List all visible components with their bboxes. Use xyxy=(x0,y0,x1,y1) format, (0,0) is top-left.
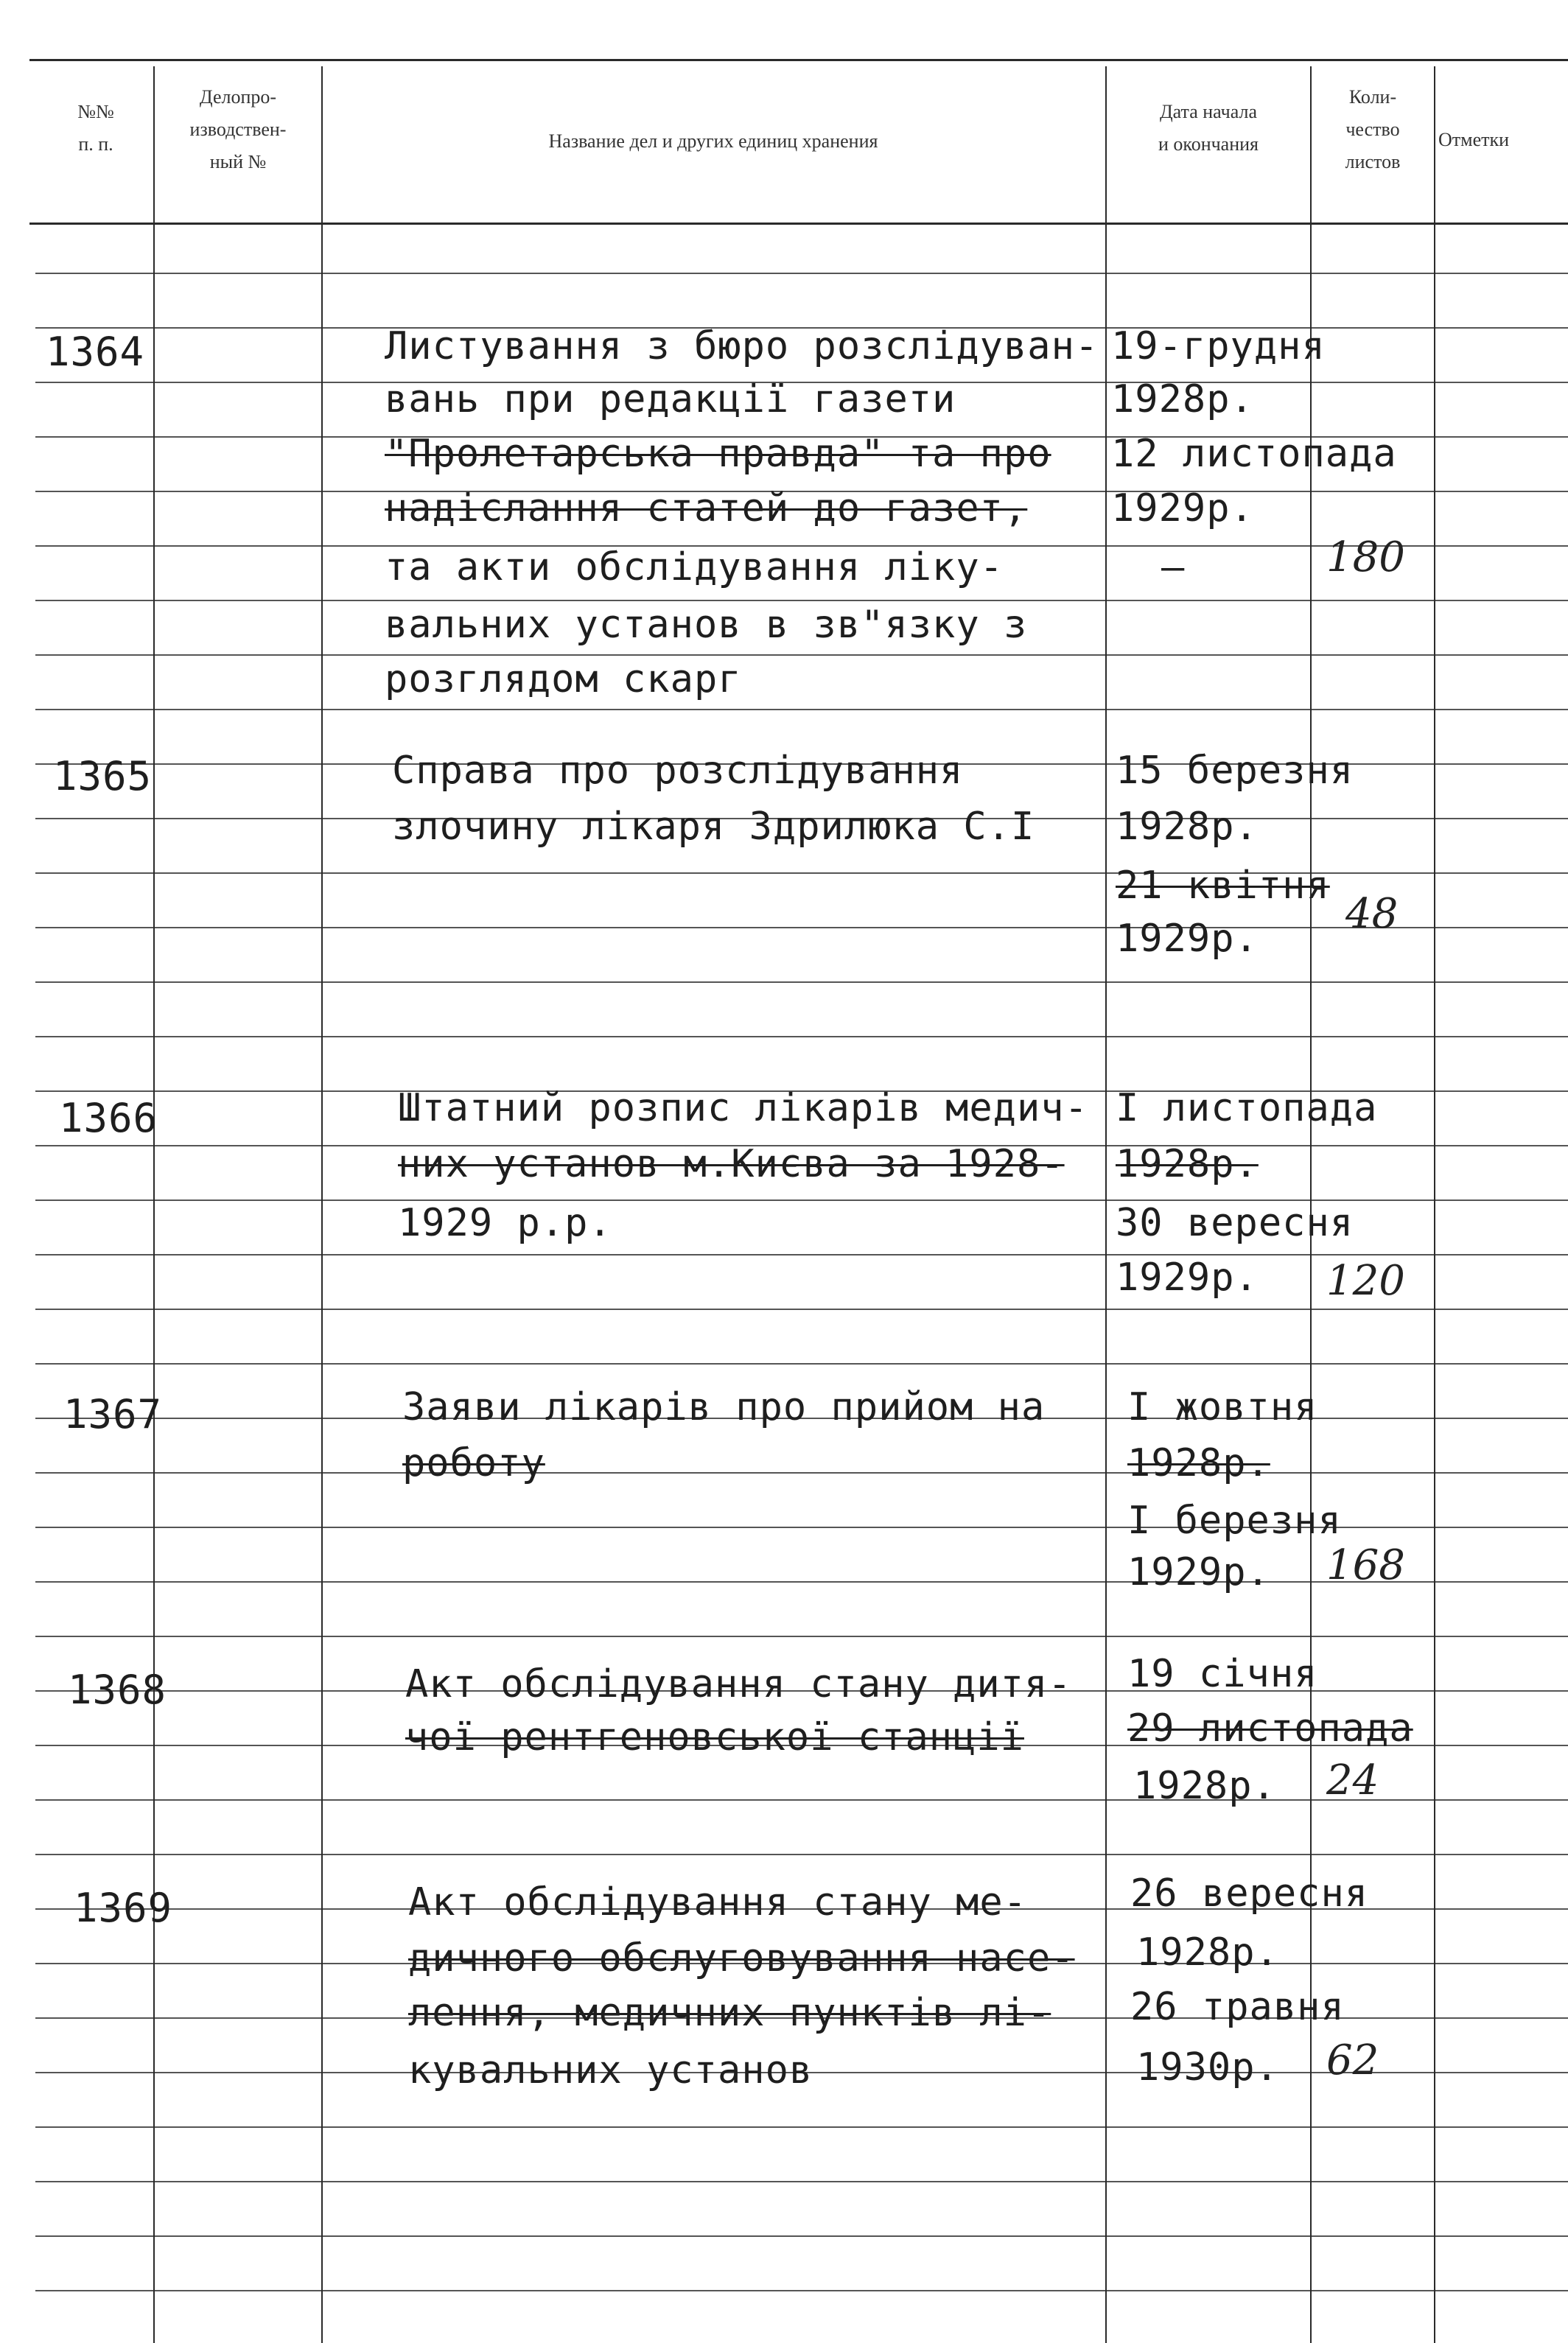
record-date-line: 1928р. xyxy=(1111,377,1254,421)
header-sheets-line: Коли- xyxy=(1348,86,1397,108)
record-date-line: 19 січня xyxy=(1127,1652,1318,1696)
header-top-rule xyxy=(29,59,1568,61)
header-sheets-line: чество xyxy=(1345,119,1400,140)
record-date-line: 1928р. xyxy=(1136,1930,1279,1975)
ruled-line xyxy=(35,1309,1568,1310)
ruled-line xyxy=(35,2290,1568,2291)
ruled-line xyxy=(35,872,1568,874)
record-date-line: 1929р. xyxy=(1116,917,1259,961)
record-title-line: дичного обслуговування насе- xyxy=(408,1936,1075,1980)
ruled-line xyxy=(35,1036,1568,1037)
record-number: 1364 xyxy=(46,329,145,375)
header-sheets-line: листов xyxy=(1345,151,1401,172)
record-title-line: Акт обслідування стану дитя- xyxy=(405,1662,1072,1706)
record-date-line: І жовтня xyxy=(1127,1385,1318,1429)
record-title-line: "Пролетарська правда" та про xyxy=(385,432,1051,476)
record-sheet-count: 48 xyxy=(1345,890,1399,938)
ruled-line xyxy=(35,654,1568,656)
record-date-line: 1928р. xyxy=(1116,1142,1259,1186)
record-title-line: вань при редакції газети xyxy=(385,377,956,421)
ruled-line xyxy=(35,1363,1568,1365)
record-number: 1368 xyxy=(68,1667,167,1713)
column-divider xyxy=(153,66,155,2343)
ruled-line xyxy=(35,709,1568,710)
record-title-line: кувальних установ xyxy=(408,2048,813,2092)
header-notes-text: Отметки xyxy=(1438,129,1510,150)
record-number: 1369 xyxy=(74,1885,173,1931)
record-title-line: Заяви лікарів про прийом на xyxy=(402,1385,1046,1429)
record-date-line: 1928р. xyxy=(1133,1764,1276,1808)
record-date-line: 1928р. xyxy=(1116,805,1259,849)
record-date-line: 26 травня xyxy=(1130,1985,1345,2029)
record-title-line: розглядом скарг xyxy=(385,657,742,701)
record-date-line: І листопада xyxy=(1116,1086,1378,1130)
record-title-line: роботу xyxy=(402,1441,545,1485)
header-dates-column xyxy=(1108,96,1309,161)
record-sheet-count: 180 xyxy=(1326,533,1405,581)
record-date-line: 21 квітня xyxy=(1116,864,1330,908)
record-date-line: 1928р. xyxy=(1127,1441,1270,1485)
ruled-line xyxy=(35,600,1568,601)
header-number-line: №№ xyxy=(77,101,114,122)
record-date-line: І березня xyxy=(1127,1499,1342,1543)
record-title-line: Акт обслідування стану ме- xyxy=(408,1880,1027,1925)
header-office-line: ный № xyxy=(209,151,267,172)
ruled-line xyxy=(35,2126,1568,2128)
record-date-line: 26 вересня xyxy=(1130,1871,1369,1916)
ruled-line xyxy=(35,981,1568,983)
record-date-line: – xyxy=(1161,545,1186,589)
column-divider xyxy=(1434,66,1435,2343)
ruled-line xyxy=(35,1472,1568,1474)
ruled-line xyxy=(35,2181,1568,2182)
record-title-line: них установ м.Києва за 1928- xyxy=(398,1142,1065,1186)
record-sheet-count: 120 xyxy=(1326,1257,1405,1305)
header-number-line: п. п. xyxy=(78,133,113,155)
record-number: 1366 xyxy=(59,1095,158,1141)
record-title-line: вальних установ в зв"язку з xyxy=(385,603,1028,647)
header-bottom-rule xyxy=(29,223,1568,225)
ruled-line xyxy=(35,1254,1568,1255)
record-date-line: 12 листопада xyxy=(1111,432,1397,476)
column-divider xyxy=(321,66,323,2343)
record-date-line: 1930р. xyxy=(1136,2045,1279,2090)
record-title-line: злочину лікаря Здрилюка С.І xyxy=(392,805,1035,849)
record-title-line: та акти обслідування ліку- xyxy=(385,545,1004,589)
ruled-line xyxy=(35,1854,1568,1855)
header-office-line: изводствен- xyxy=(189,119,287,140)
record-title-line: Листування з бюро розслідуван- xyxy=(385,324,1099,368)
header-number-column xyxy=(44,96,147,161)
header-title-column xyxy=(324,125,1102,158)
ruled-line xyxy=(35,273,1568,274)
record-date-line: 30 вересня xyxy=(1116,1201,1354,1245)
record-sheet-count: 24 xyxy=(1326,1757,1379,1804)
record-title-line: чої рентгеновської станції xyxy=(405,1715,1024,1759)
record-date-line: 29 листопада xyxy=(1127,1706,1413,1751)
ruled-line xyxy=(35,1636,1568,1637)
record-date-line: 15 березня xyxy=(1116,749,1354,793)
header-dates-line: Дата начала xyxy=(1159,101,1258,122)
record-date-line: 1929р. xyxy=(1127,1550,1270,1594)
header-office-line: Делопро- xyxy=(199,86,277,108)
record-number: 1367 xyxy=(63,1391,163,1437)
record-title-line: лення, медичних пунктів лі- xyxy=(408,1991,1051,2035)
record-title-line: надіслання статей до газет, xyxy=(385,486,1028,530)
record-title-line: Справа про розслідування xyxy=(392,749,964,793)
record-date-line: 19-грудня xyxy=(1111,324,1326,368)
record-sheet-count: 62 xyxy=(1326,2036,1379,2084)
record-date-line: 1929р. xyxy=(1111,486,1254,530)
header-office-number-column xyxy=(156,81,320,178)
header-notes-column xyxy=(1438,124,1568,156)
ruled-line xyxy=(35,2235,1568,2237)
record-sheet-count: 168 xyxy=(1326,1541,1405,1589)
record-title-line: 1929 р.р. xyxy=(398,1201,612,1245)
header-dates-line: и окончания xyxy=(1158,133,1259,155)
record-date-line: 1929р. xyxy=(1116,1255,1259,1300)
header-sheets-column xyxy=(1313,81,1432,178)
column-divider xyxy=(1105,66,1107,2343)
record-title-line: Штатний розпис лікарів медич- xyxy=(398,1086,1088,1130)
ruled-line xyxy=(35,927,1568,928)
record-number: 1365 xyxy=(53,753,153,799)
header-title-text: Название дел и других единиц хранения xyxy=(548,130,878,152)
